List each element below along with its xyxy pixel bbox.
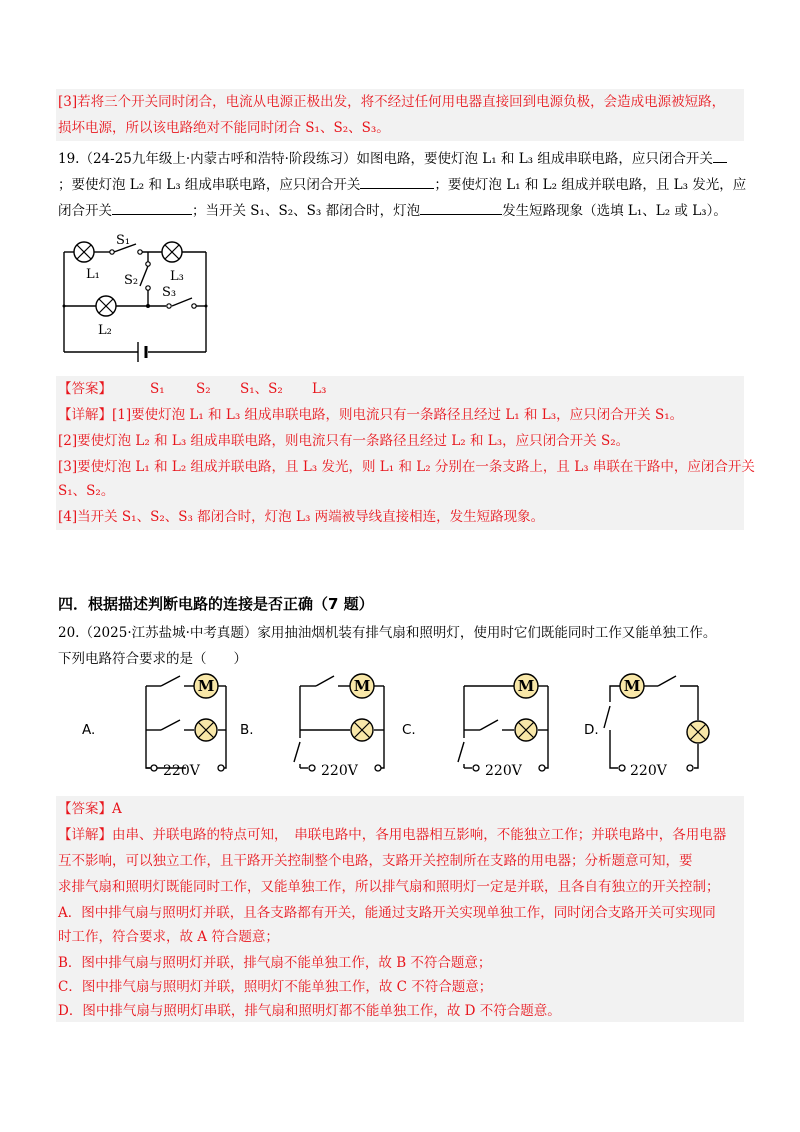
lamp-icon [195,719,217,741]
option-letter: B. [240,722,254,738]
motor-icon [514,674,538,698]
q19-text: 闭合开关 [58,203,112,219]
q19-stem-line [58,146,727,172]
lamp-icon [687,721,709,743]
q19-detail-line: [3]要使灯泡 L₁ 和 L₂ 组成并联电路，且 L₃ 发光，则 L₁ 和 L₂ 分别在一条支路上，且 L₃ 串联在干路中，应闭合开关 [58,459,755,475]
switch-s3-contact-icon [192,304,196,308]
lamp-l1-icon [74,242,94,262]
motor-label: M [517,677,535,695]
label-s1: S₁ [116,233,131,248]
switch-s1-contact-icon [110,250,114,254]
label-l2: L₂ [98,323,112,338]
circuit-diagram [76,672,246,790]
terminal-icon [218,765,224,771]
switch-s2-contact-icon [146,262,150,266]
terminal-icon [687,765,693,771]
voltage-label: 220V [630,763,667,779]
terminal-icon [309,765,315,771]
junction-dot [146,304,150,308]
q18-detail-line: [3]若将三个开关同时闭合，电流从电源正极出发，将不经过任何用电器直接回到电源负极，会造成电源被短路， [58,94,726,110]
answer-blank[interactable] [420,200,502,215]
q20-option-a[interactable] [76,672,246,790]
q19-text: 19.（24-25九年级上·内蒙古呼和浩特·阶段练习）如图电路，要使灯泡 L₁ 和 L₃ 组成串联电路，应只闭合开关 [58,151,713,167]
q19-text: ；要使灯泡 L₁ 和 L₂ 组成并联电路，且 L₃ 发光，应 [434,177,747,193]
lamp-icon [351,719,373,741]
terminal-icon [619,765,625,771]
q20-answer-block [56,796,744,1022]
q20-answer: 【答案】A [58,801,122,817]
switch-s1-contact-icon [138,250,142,254]
q20-detail-line: 互不影响，可以独立工作，且干路开关控制整个电路，支路开关控制所在支路的用电器；分析题意可知，要 [58,853,693,869]
q18-detail-block [56,89,744,141]
q19-circuit-diagram [56,228,216,368]
terminal-icon [539,765,545,771]
q20-options [56,672,744,790]
motor-label: M [197,677,215,695]
answer-blank[interactable] [360,174,434,189]
label-l1: L₁ [86,267,100,282]
option-letter: A. [82,722,96,738]
q20-detail-line: A．图中排气扇与照明灯并联，且各支路都有开关，能通过支路开关实现单独工作，同时闭合支路开关可实现同 [58,905,716,921]
motor-icon [620,674,644,698]
q19-text: ；当开关 S₁、S₂、S₃ 都闭合时，灯泡 [192,203,421,219]
lamp-l2-icon [96,296,116,316]
motor-label: M [623,677,641,695]
answer-row [58,376,327,402]
q18-detail-line: 损坏电源，所以该电路绝对不能同时闭合 S₁、S₂、S₃。 [58,120,390,136]
circuit-diagram [556,672,726,790]
q20-option-c[interactable] [396,672,566,790]
answer-4: L₃ [312,381,327,397]
q20-stem-line: 下列电路符合要求的是（ ） [58,651,247,667]
answer-blank[interactable] [112,200,192,215]
option-letter: C. [402,722,416,738]
q20-option-d[interactable] [556,672,726,790]
motor-icon [350,674,374,698]
q20-stem-line: 20.（2025·江苏盐城·中考真题）家用抽油烟机装有排气扇和照明灯，使用时它们既能同时工作又能单独工作。 [58,625,717,641]
voltage-label: 220V [321,763,358,779]
q20-detail-line: B．图中排气扇与照明灯并联，排气扇不能单独工作，故 B 不符合题意； [58,955,492,971]
q19-detail-line: [4]当开关 S₁、S₂、S₃ 都闭合时，灯泡 L₃ 两端被导线直接相连，发生短路现象。 [58,509,545,525]
lamp-l3-icon [162,242,182,262]
label-l3: L₃ [170,269,184,284]
motor-label: M [353,677,371,695]
q20-detail-line: 【详解】由串、并联电路的特点可知， 串联电路中，各用电器相互影响，不能独立工作；并联电路中，各用电器 [58,827,727,843]
motor-icon [194,674,218,698]
terminal-icon [375,765,381,771]
q19-text: 发生短路现象（选填 L₁、L₂ 或 L₃）。 [502,203,727,219]
circuit-diagram [234,672,404,790]
q20-detail-line: 求排气扇和照明灯既能同时工作，又能单独工作，所以排气扇和照明灯一定是并联，且各自有独立的开关控制； [58,879,720,895]
label-s3: S₃ [162,285,177,300]
circuit-diagram [396,672,566,790]
section-heading: 四．根据描述判断电路的连接是否正确（7 题） [58,595,374,613]
q20-detail-line: C．图中排气扇与照明灯并联，照明灯不能单独工作，故 C 不符合题意； [58,979,493,995]
q19-detail-line: [2]要使灯泡 L₂ 和 L₃ 组成串联电路，则电流只有一条路径且经过 L₂ 和 L₃，应只闭合开关 S₂。 [58,433,630,449]
junction-dot [63,305,66,308]
answer-tag: 【答案】 [58,381,112,397]
option-letter: D. [584,722,599,738]
switch-s2-contact-icon [146,286,150,290]
label-s2: S₂ [124,273,139,288]
terminal-icon [151,765,157,771]
answer-blank[interactable] [713,148,727,163]
q19-detail-line: S₁、S₂。 [58,483,115,499]
answer-1: S₁ [150,381,165,397]
q19-detail-line: 【详解】[1]要使灯泡 L₁ 和 L₃ 组成串联电路，则电流只有一条路径且经过 L₁ 和 L₃，应只闭合开关 S₁。 [58,407,684,423]
voltage-label: 220V [163,763,200,779]
terminal-icon [473,765,479,771]
q19-text: ；要使灯泡 L₂ 和 L₃ 组成串联电路，应只闭合开关 [58,177,361,193]
q19-answer-block [56,376,755,530]
q20-option-b[interactable] [234,672,404,790]
answer-2: S₂ [196,381,211,397]
lamp-icon [515,719,537,741]
voltage-label: 220V [485,763,522,779]
switch-s3-contact-icon [167,304,171,308]
answer-3: S₁、S₂ [240,381,283,397]
q20-detail-line: D．图中排气扇与照明灯串联，排气扇和照明灯都不能单独工作，故 D 不符合题意。 [58,1003,561,1019]
q19-stem-line [58,198,727,224]
q19-stem-line [58,172,746,198]
q20-detail-line: 时工作，符合要求，故 A 符合题意； [58,929,279,945]
junction-dot [205,305,208,308]
